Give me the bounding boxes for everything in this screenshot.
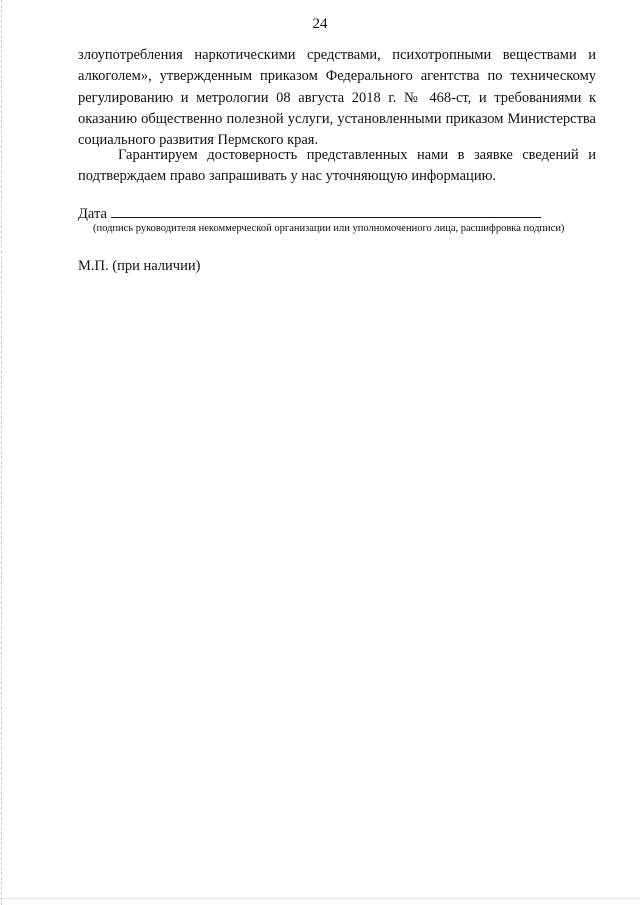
page-number: 24	[312, 16, 328, 32]
stamp-note: М.П. (при наличии)	[78, 258, 201, 274]
signature-caption: (подпись руководителя некоммерческой организации или уполномоченного лица, расшифровка подписи)	[93, 223, 565, 234]
page-edge-line	[1, 0, 2, 905]
date-signature-row	[78, 204, 541, 223]
date-label: Дата	[78, 206, 107, 222]
body-paragraph-2: Гарантируем достоверность представленных нами в заявке сведений и подтверждаем право запрашивать у нас уточняющую информацию.	[78, 147, 596, 185]
signature-line	[111, 204, 541, 218]
body-paragraph-1: злоупотребления наркотическими средствами, психотропными веществами и алкоголем», утвержденным приказом Федерального агентства по техническому регулированию и метрологии 08 августа 2018 г. № 468-ст, и требованиями к оказанию общественно полезной услуги, установленными приказом Министерства социального развития Пермского края.	[78, 47, 596, 149]
page-bottom-edge	[0, 898, 640, 899]
